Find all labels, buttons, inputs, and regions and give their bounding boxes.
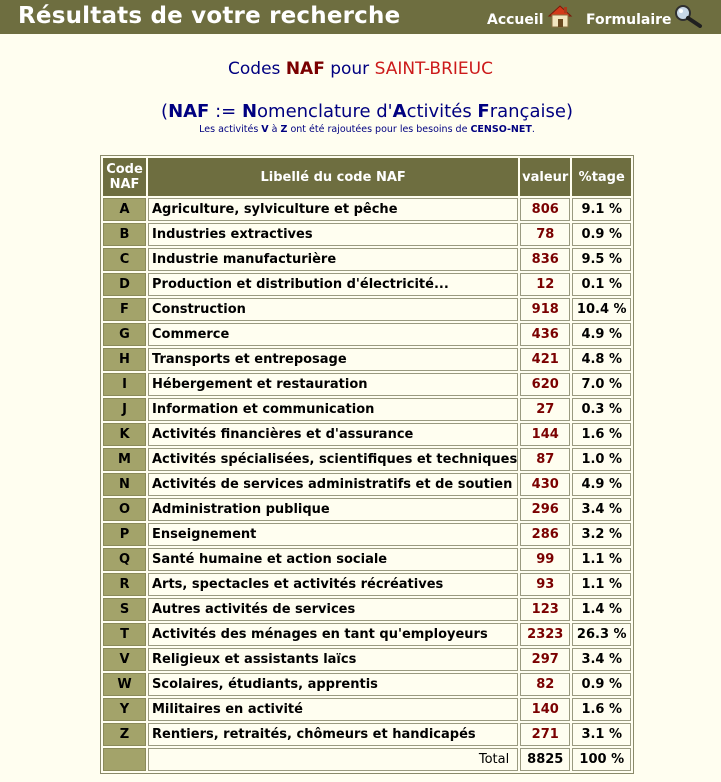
code-cell: J <box>103 398 146 421</box>
pct-cell: 0.9 % <box>572 673 631 696</box>
value-cell: 286 <box>520 523 570 546</box>
code-cell: T <box>103 623 146 646</box>
label-cell: Production et distribution d'électricité... <box>148 273 518 296</box>
code-cell: K <box>103 423 146 446</box>
value-cell: 82 <box>520 673 570 696</box>
magnifier-icon[interactable] <box>673 4 703 28</box>
heading-pour: pour <box>330 59 370 79</box>
table-row <box>103 473 631 496</box>
table-row <box>103 673 631 696</box>
code-cell: N <box>103 473 146 496</box>
table-row <box>103 348 631 371</box>
page-title: Résultats de votre recherche <box>18 3 401 29</box>
note-z: Z <box>280 124 288 135</box>
label-cell: Arts, spectacles et activités récréatives <box>148 573 518 596</box>
label-cell: Hébergement et restauration <box>148 373 518 396</box>
value-cell: 918 <box>520 298 570 321</box>
heading-prefix: Codes <box>228 59 281 79</box>
label-cell: Militaires en activité <box>148 698 518 721</box>
value-cell: 12 <box>520 273 570 296</box>
table-row <box>103 648 631 671</box>
label-cell: Administration publique <box>148 498 518 521</box>
table-row <box>103 723 631 746</box>
code-cell: Y <box>103 698 146 721</box>
label-cell: Construction <box>148 298 518 321</box>
value-cell: 421 <box>520 348 570 371</box>
naf-acronym: NAF <box>168 101 210 122</box>
code-cell: Z <box>103 723 146 746</box>
header-code-line1: Code <box>106 162 143 177</box>
label-cell: Activités spécialisées, scientifiques et techniques <box>148 448 518 471</box>
table-row <box>103 273 631 296</box>
code-cell: H <box>103 348 146 371</box>
label-cell: Religieux et assistants laïcs <box>148 648 518 671</box>
table-row <box>103 248 631 271</box>
note-part4: . <box>531 124 535 135</box>
heading-city: SAINT-BRIEUC <box>374 59 493 79</box>
code-cell: S <box>103 598 146 621</box>
table-row <box>103 373 631 396</box>
value-cell: 296 <box>520 498 570 521</box>
table-row <box>103 598 631 621</box>
code-cell: F <box>103 298 146 321</box>
label-cell: Rentiers, retraités, chômeurs et handicapés <box>148 723 518 746</box>
letter-n: N <box>241 101 258 122</box>
value-cell: 144 <box>520 423 570 446</box>
value-cell: 836 <box>520 248 570 271</box>
label-cell: Autres activités de services <box>148 598 518 621</box>
table-row <box>103 398 631 421</box>
code-cell: G <box>103 323 146 346</box>
code-cell: W <box>103 673 146 696</box>
note-brand: CENSO-NET <box>470 124 532 135</box>
value-cell: 436 <box>520 323 570 346</box>
pct-cell: 3.2 % <box>572 523 631 546</box>
label-cell: Agriculture, sylviculture et pêche <box>148 198 518 221</box>
letter-a: A <box>392 101 407 122</box>
table-row <box>103 548 631 571</box>
heading-naf: NAF <box>285 59 325 79</box>
code-cell: V <box>103 648 146 671</box>
value-cell: 430 <box>520 473 570 496</box>
label-cell: Transports et entreposage <box>148 348 518 371</box>
results-heading <box>0 59 721 79</box>
label-cell: Activités financières et d'assurance <box>148 423 518 446</box>
pct-cell: 4.9 % <box>572 323 631 346</box>
value-cell: 297 <box>520 648 570 671</box>
table-body <box>103 198 631 771</box>
pct-cell: 9.1 % <box>572 198 631 221</box>
label-cell: Activités de services administratifs et de soutien <box>148 473 518 496</box>
letter-f: F <box>477 101 490 122</box>
code-cell: C <box>103 248 146 271</box>
header-code <box>103 158 146 196</box>
note-part3: ont été rajoutées pour les besoins de <box>287 124 471 135</box>
activities-note <box>0 124 721 135</box>
code-cell: I <box>103 373 146 396</box>
label-cell: Commerce <box>148 323 518 346</box>
nav-accueil-link[interactable]: Accueil <box>487 12 544 28</box>
pct-cell: 1.1 % <box>572 573 631 596</box>
table-row <box>103 623 631 646</box>
value-cell: 27 <box>520 398 570 421</box>
code-cell: M <box>103 448 146 471</box>
code-cell: Q <box>103 548 146 571</box>
note-v: V <box>261 124 269 135</box>
label-cell: Industrie manufacturière <box>148 248 518 271</box>
code-cell: O <box>103 498 146 521</box>
pct-cell: 1.4 % <box>572 598 631 621</box>
word-nomenclature: omenclature d' <box>257 101 393 122</box>
value-cell: 87 <box>520 448 570 471</box>
table-row <box>103 523 631 546</box>
pct-cell: 9.5 % <box>572 248 631 271</box>
value-cell: 2323 <box>520 623 570 646</box>
total-code-cell <box>103 748 146 771</box>
table-row <box>103 223 631 246</box>
note-part1: Les activités <box>199 124 262 135</box>
total-label: Total <box>148 748 518 771</box>
house-icon[interactable] <box>546 3 574 29</box>
table-row <box>103 448 631 471</box>
value-cell: 271 <box>520 723 570 746</box>
table-row <box>103 573 631 596</box>
pct-cell: 3.4 % <box>572 648 631 671</box>
value-cell: 93 <box>520 573 570 596</box>
code-cell: D <box>103 273 146 296</box>
label-cell: Industries extractives <box>148 223 518 246</box>
header-value: valeur <box>520 158 570 196</box>
pct-cell: 4.9 % <box>572 473 631 496</box>
table-row <box>103 423 631 446</box>
code-cell: R <box>103 573 146 596</box>
top-banner <box>0 0 721 34</box>
pct-cell: 7.0 % <box>572 373 631 396</box>
table-row <box>103 298 631 321</box>
code-cell: P <box>103 523 146 546</box>
label-cell: Santé humaine et action sociale <box>148 548 518 571</box>
value-cell: 78 <box>520 223 570 246</box>
table-row <box>103 498 631 521</box>
total-pct: 100 % <box>572 748 631 771</box>
header-pct: %tage <box>572 158 631 196</box>
value-cell: 99 <box>520 548 570 571</box>
table-row <box>103 198 631 221</box>
pct-cell: 3.1 % <box>572 723 631 746</box>
pct-cell: 26.3 % <box>572 623 631 646</box>
code-cell: A <box>103 198 146 221</box>
naf-table <box>100 155 634 774</box>
note-part2: à <box>268 124 281 135</box>
value-cell: 123 <box>520 598 570 621</box>
header-label: Libellé du code NAF <box>148 158 518 196</box>
value-cell: 806 <box>520 198 570 221</box>
paren-close: ) <box>565 101 573 122</box>
value-cell: 620 <box>520 373 570 396</box>
nav-formulaire-link[interactable]: Formulaire <box>586 12 672 28</box>
table-row <box>103 698 631 721</box>
word-activites: ctivités <box>406 101 478 122</box>
naf-definition <box>0 101 721 122</box>
total-value: 8825 <box>520 748 570 771</box>
label-cell: Scolaires, étudiants, apprentis <box>148 673 518 696</box>
total-row <box>103 748 631 771</box>
pct-cell: 1.1 % <box>572 548 631 571</box>
pct-cell: 10.4 % <box>572 298 631 321</box>
value-cell: 140 <box>520 698 570 721</box>
pct-cell: 1.6 % <box>572 698 631 721</box>
pct-cell: 4.8 % <box>572 348 631 371</box>
pct-cell: 1.0 % <box>572 448 631 471</box>
pct-cell: 0.9 % <box>572 223 631 246</box>
table-header-row <box>103 158 631 196</box>
pct-cell: 0.3 % <box>572 398 631 421</box>
word-francaise: rançaise <box>489 101 566 122</box>
paren-open: ( <box>161 101 169 122</box>
pct-cell: 0.1 % <box>572 273 631 296</box>
header-code-line2: NAF <box>109 177 140 192</box>
definition-sep: := <box>209 101 242 122</box>
label-cell: Enseignement <box>148 523 518 546</box>
pct-cell: 1.6 % <box>572 423 631 446</box>
label-cell: Information et communication <box>148 398 518 421</box>
pct-cell: 3.4 % <box>572 498 631 521</box>
table-row <box>103 323 631 346</box>
label-cell: Activités des ménages en tant qu'employeurs <box>148 623 518 646</box>
code-cell: B <box>103 223 146 246</box>
